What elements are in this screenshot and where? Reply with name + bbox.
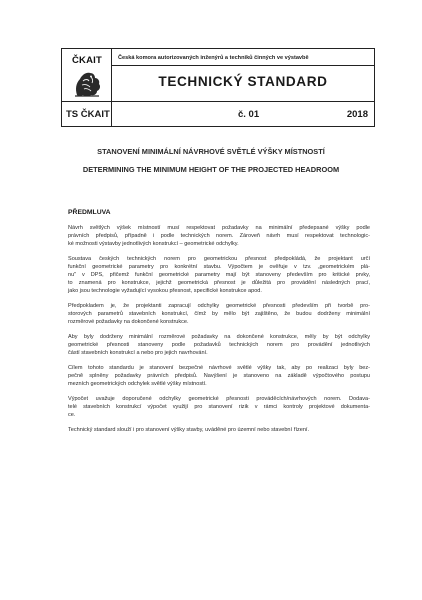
text-line: mezních geometrických odchylek světlé výšky místností.: [68, 380, 207, 387]
header-divider: [62, 101, 374, 102]
text-line: Výpočet uvažuje doporučené odchylky geometrické přesnosti prováděcích/návrhových norem. Dodava-: [68, 395, 370, 402]
paragraph: [68, 303, 370, 327]
text-line: jako jsou technologie vyžadující vysokou přesnost, specifické konstrukce apod.: [68, 287, 262, 294]
text-line: telé stavebních konstrukcí výpočet využijí pro stanovení rizik v rámci kontroly projektové dokumenta-: [68, 403, 370, 410]
text-line: ké možnosti výstavby jednotlivých konstrukcí – geometrické odchylky.: [68, 240, 239, 247]
text-line: to znamená pro konstrukce, jejichž geometrická přesnost je důležitá pro provádění následných prací,: [68, 279, 370, 286]
paragraph: [68, 396, 370, 420]
header-divider: [112, 65, 374, 66]
text-line: rozměrové požadavky na dokončené konstrukce.: [68, 318, 189, 325]
text-line: Soustava českých technických norem pro geometrickou přesnost předpokládá, že projektant určí: [68, 256, 370, 263]
lion-emblem-icon: [71, 69, 103, 99]
paragraph: [68, 365, 370, 389]
text-line: Návrh světlých výšek místností musí respektovat požadavky na minimální předepsané výšky podle: [68, 225, 370, 231]
header-box: [61, 48, 375, 127]
text-line: storových parametrů stavebních konstrukcí, čímž by mělo být zajištěno, že budou dodrženy minimální: [68, 310, 370, 317]
organization-name: Česká komora autorizovaných inženýrů a techniků činných ve výstavbě: [118, 55, 309, 61]
standard-title: TECHNICKÝ STANDARD: [158, 74, 328, 89]
text-line: nu" v DPS, přičemž funkční geometrické parametry mají být stanoveny především pro kritické prvky,: [68, 271, 370, 278]
text-line: funkční geometrické parametry pro konkrétní stavbu. Výpočtem je ověřuje v tzv. „geometrickém plá-: [68, 263, 370, 270]
text-line: Technický standard slouží i pro stanovení výšky stavby, uváděné pro územní nebo stavební řízení.: [68, 426, 310, 433]
text-line: právních předpisů, případně i podle technických norem. Zároveň návrh musí respektovat technologic-: [68, 232, 370, 239]
paragraph: [68, 427, 370, 435]
standard-year: 2018: [346, 109, 368, 120]
document-title-english: DETERMINING THE MINIMUM HEIGHT OF THE PROJECTED HEADROOM: [82, 165, 340, 174]
text-line: Předpokladem je, že projektanti zapracují odchylky geometrické přesnosti především při tvorbě pro-: [68, 302, 370, 309]
standard-code: TS ČKAIT: [66, 109, 110, 120]
paragraph: [68, 334, 370, 358]
paragraph: [68, 256, 370, 296]
text-line: Aby byly dodrženy minimální rozměrové požadavky na dokončené konstrukce, měly by být odchylky: [68, 333, 370, 340]
standard-number: č. 01: [238, 109, 260, 120]
text-line: částí stavebních konstrukcí a nebo pro jejich navrhování.: [68, 349, 208, 356]
text-line: ce.: [68, 411, 76, 418]
text-line: Cílem tohoto standardu je stanovení bezpečné návrhové světlé výšky tak, aby po realizaci byly bez-: [68, 364, 370, 371]
paragraph: [68, 225, 370, 249]
text-line: geometrické přesnosti stanoveny podle požadavků technických norem pro provádění jednotlivých: [68, 341, 370, 348]
section-heading: PŘEDMLUVA: [68, 209, 111, 216]
text-line: pečně splněny požadavky právních předpisů. Navýšení je stanoveno na základě výpočtového postupu: [68, 372, 370, 379]
document-title-czech: STANOVENÍ MINIMÁLNÍ NÁVRHOVÉ SVĚTLÉ VÝŠKY MÍSTNOSTÍ: [97, 147, 325, 156]
body-text: [68, 225, 370, 442]
logo-text: ČKAIT: [71, 55, 103, 66]
